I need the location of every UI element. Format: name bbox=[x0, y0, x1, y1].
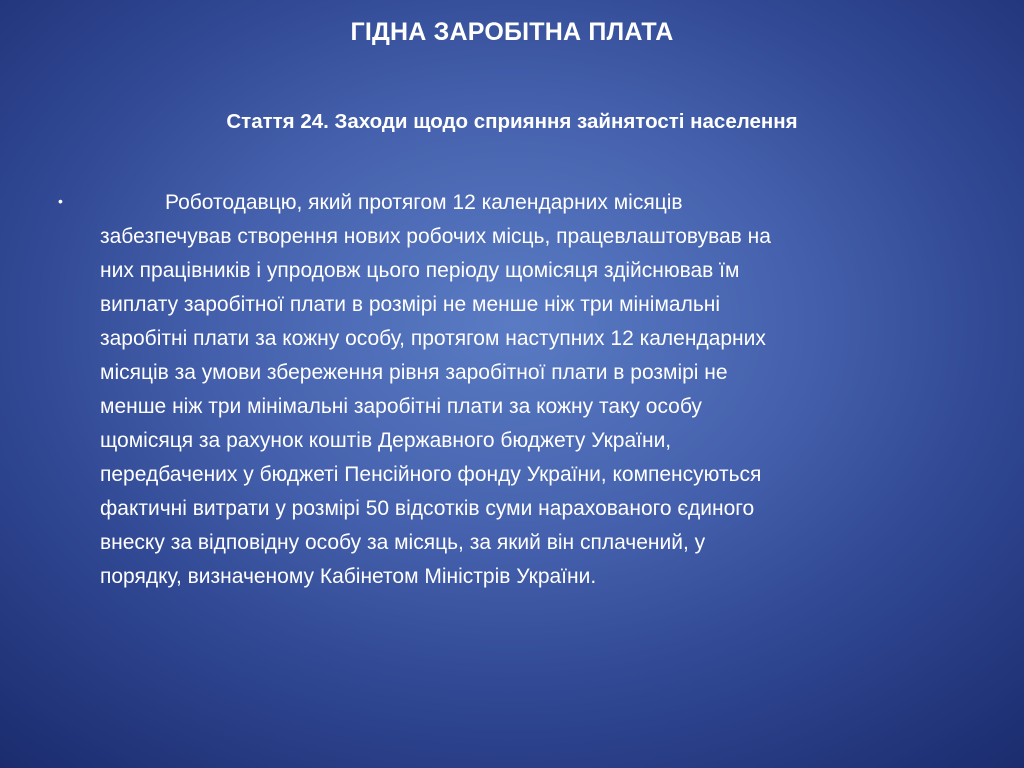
bullet-marker: • bbox=[58, 193, 63, 209]
paragraph-line: них працівників і упродовж цього періоду щомісяця здійснював їм bbox=[100, 259, 740, 282]
paragraph-line: забезпечував створення нових робочих місць, працевлаштовував на bbox=[100, 225, 771, 248]
bullet-paragraph bbox=[100, 186, 940, 594]
paragraph-line: заробітні плати за кожну особу, протягом наступних 12 календарних bbox=[100, 327, 766, 350]
paragraph-line: щомісяця за рахунок коштів Державного бюджету України, bbox=[100, 429, 672, 452]
paragraph-line: внеску за відповідну особу за місяць, за який він сплачений, у bbox=[100, 531, 706, 554]
paragraph-line: виплату заробітної плати в розмірі не менше ніж три мінімальні bbox=[100, 293, 721, 316]
paragraph-line: передбачених у бюджеті Пенсійного фонду України, компенсуються bbox=[100, 463, 762, 486]
paragraph-line: Роботодавцю, який протягом 12 календарних місяців bbox=[165, 191, 683, 214]
paragraph-line: порядку, визначеному Кабінетом Міністрів України. bbox=[100, 565, 597, 588]
slide-title: ГІДНА ЗАРОБІТНА ПЛАТА bbox=[350, 18, 674, 46]
paragraph-line: місяців за умови збереження рівня заробітної плати в розмірі не bbox=[100, 361, 728, 384]
paragraph-line: фактичні витрати у розмірі 50 відсотків суми нарахованого єдиного bbox=[100, 497, 755, 520]
article-heading: Стаття 24. Заходи щодо сприяння зайнятості населення bbox=[226, 110, 798, 133]
paragraph-line: менше ніж три мінімальні заробітні плати за кожну таку особу bbox=[100, 395, 702, 418]
